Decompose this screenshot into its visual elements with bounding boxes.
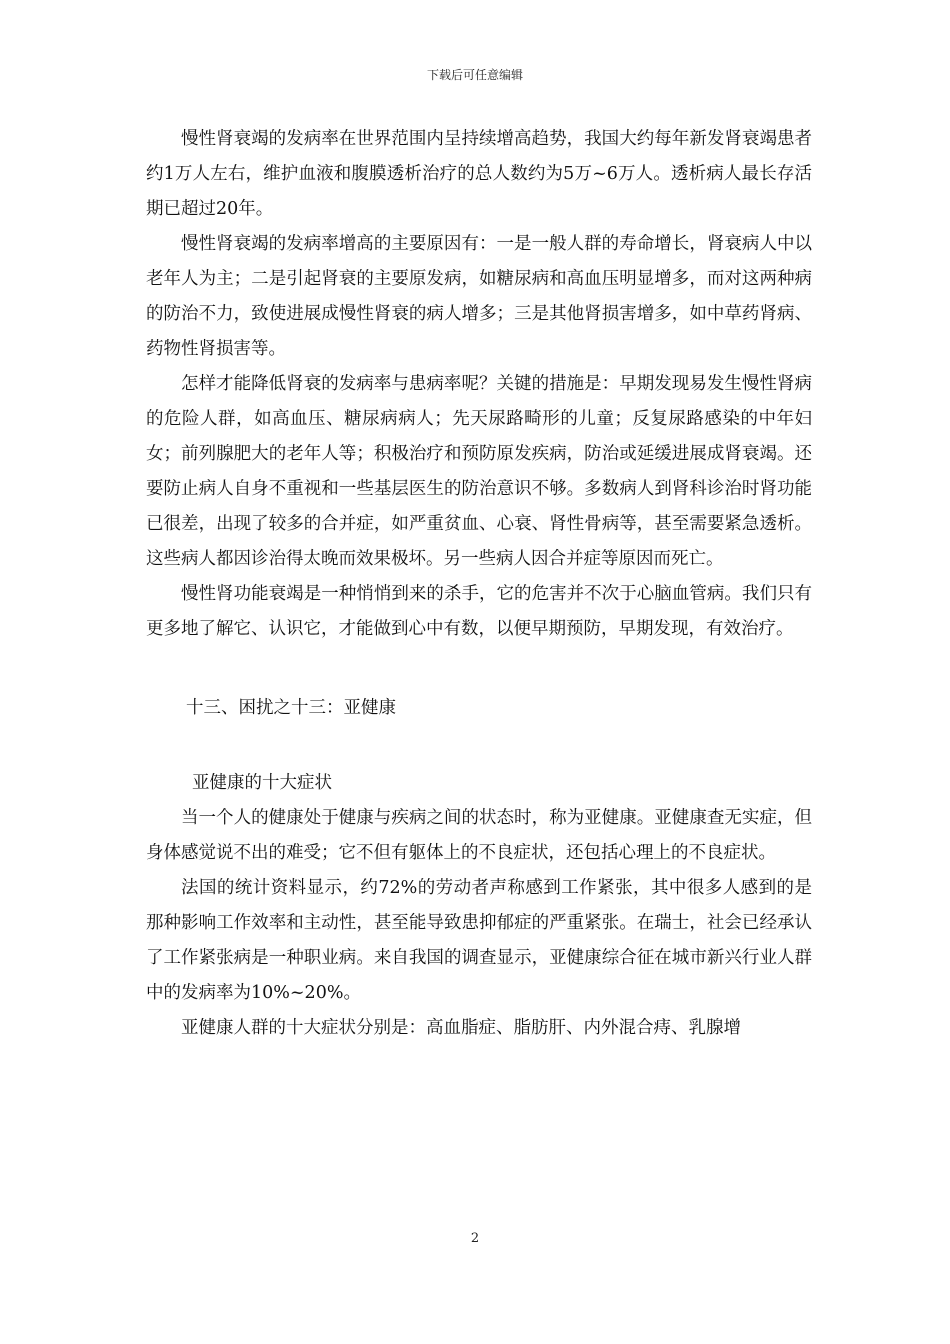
page-number: 2 [470,1231,480,1246]
paragraph: 慢性肾功能衰竭是一种悄悄到来的杀手，它的危害并不次于心脑血管病。我们只有更多地了解它、认识它，才能做到心中有数，以便早期预防，早期发现，有效治疗。 [146,584,812,639]
paragraph: 法国的统计资料显示，约72%的劳动者声称感到工作紧张，其中很多人感到的是那种影响工作效率和主动性，甚至能导致患抑郁症的严重紧张。在瑞士，社会已经承认了工作紧张病是一种职业病。来自我国的调查显示，亚健康综合征在城市新兴行业人群中的发病率为10%~20%。 [146,878,812,1003]
paragraph: 慢性肾衰竭的发病率增高的主要原因有：一是一般人群的寿命增长，肾衰病人中以老年人为主；二是引起肾衰的主要原发病，如糖尿病和高血压明显增多，而对这两种病的防治不力，致使进展成慢性肾衰的病人增多；三是其他肾损害增多，如中草药肾病、药物性肾损害等。 [146,234,812,359]
paragraph: 怎样才能降低肾衰的发病率与患病率呢？关键的措施是：早期发现易发生慢性肾病的危险人群，如高血压、糖尿病病人；先天尿路畸形的儿童；反复尿路感染的中年妇女；前列腺肥大的老年人等；积极治疗和预防原发疾病，防治或延缓进展成肾衰竭。还要防止病人自身不重视和一些基层医生的防治意识不够。多数病人到肾科诊治时肾功能已很差，出现了较多的合并症，如严重贫血、心衰、肾性骨病等，甚至需要紧急透析。这些病人都因诊治得太晚而效果极坏。另一些病人因合并症等原因而死亡。 [146,374,812,569]
body-text [146,122,812,1046]
paragraph: 慢性肾衰竭的发病率在世界范围内呈持续增高趋势，我国大约每年新发肾衰竭患者约1万人左右，维护血液和腹膜透析治疗的总人数约为5万~6万人。透析病人最长存活期已超过20年。 [146,129,813,219]
page-header: 下载后可任意编辑 [426,68,523,82]
paragraph: 亚健康人群的十大症状分别是：高血脂症、脂肪肝、内外混合痔、乳腺增 [181,1018,741,1038]
section-heading: 十三、困扰之十三：亚健康 [186,698,396,718]
sub-heading: 亚健康的十大症状 [192,773,332,793]
paragraph: 当一个人的健康处于健康与疾病之间的状态时，称为亚健康。亚健康查无实症，但身体感觉说不出的难受；它不但有躯体上的不良症状，还包括心理上的不良症状。 [146,808,812,863]
